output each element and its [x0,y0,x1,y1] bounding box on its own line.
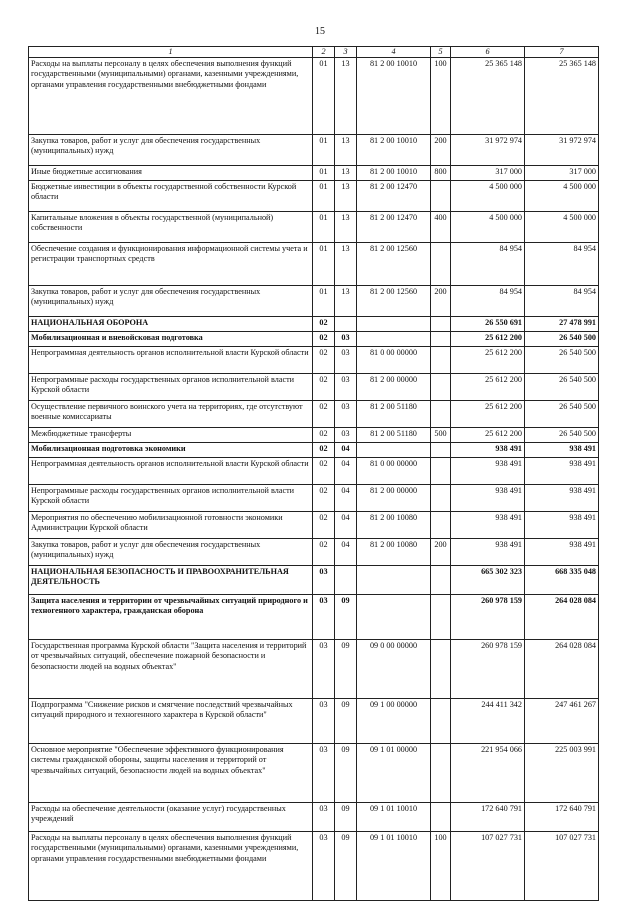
amount-year2-cell: 264 028 084 [525,640,599,699]
subsection-code-cell: 03 [335,401,357,428]
amount-year1-cell: 31 972 974 [451,135,525,166]
target-article-cell: 81 2 00 00000 [357,485,431,512]
subsection-code-cell: 03 [335,374,357,401]
amount-year1-cell: 4 500 000 [451,212,525,243]
amount-year1-cell: 172 640 791 [451,803,525,832]
amount-year1-cell: 84 954 [451,243,525,286]
row-name-cell: Основное мероприятие "Обеспечение эффективного функционирования системы гражданской обороны, защиты населения и территорий от чрезвычайных ситуаций, безопасности людей на водных объектах" [29,744,313,803]
amount-year2-cell: 26 540 500 [525,428,599,443]
table-row [29,286,599,317]
amount-year1-cell: 25 612 200 [451,428,525,443]
column-number: 2 [313,47,335,58]
row-name-cell: Закупка товаров, работ и услуг для обеспечения государственных (муниципальных) нужд [29,286,313,317]
subsection-code-cell: 04 [335,485,357,512]
table-row [29,539,599,566]
subsection-code-cell: 13 [335,286,357,317]
target-article-cell: 81 0 00 00000 [357,458,431,485]
section-code-cell: 02 [313,332,335,347]
row-name-cell: Межбюджетные трансферты [29,428,313,443]
row-name-cell: Бюджетные инвестиции в объекты государственной собственности Курской области [29,181,313,212]
amount-year2-cell: 264 028 084 [525,595,599,640]
amount-year2-cell: 225 003 991 [525,744,599,803]
amount-year2-cell: 317 000 [525,166,599,181]
table-row [29,803,599,832]
table-row [29,566,599,595]
table-row [29,595,599,640]
section-code-cell: 02 [313,428,335,443]
table-row [29,699,599,744]
table-row [29,512,599,539]
subsection-code-cell: 04 [335,512,357,539]
amount-year1-cell: 25 612 200 [451,401,525,428]
amount-year2-cell: 668 335 048 [525,566,599,595]
row-name-cell: Осуществление первичного воинского учета на территориях, где отсутствуют военные комиссариаты [29,401,313,428]
subsection-code-cell [335,317,357,332]
section-code-cell: 01 [313,212,335,243]
section-code-cell: 03 [313,640,335,699]
expense-type-cell [431,640,451,699]
subsection-code-cell: 04 [335,539,357,566]
subsection-code-cell: 03 [335,428,357,443]
row-name-cell: НАЦИОНАЛЬНАЯ БЕЗОПАСНОСТЬ И ПРАВООХРАНИТЕЛЬНАЯ ДЕЯТЕЛЬНОСТЬ [29,566,313,595]
expense-type-cell [431,332,451,347]
expense-type-cell: 200 [431,135,451,166]
section-code-cell: 01 [313,135,335,166]
target-article-cell: 81 2 00 12470 [357,212,431,243]
target-article-cell: 09 1 01 00000 [357,744,431,803]
section-code-cell: 01 [313,181,335,212]
amount-year2-cell: 84 954 [525,286,599,317]
expense-type-cell [431,347,451,374]
subsection-code-cell: 13 [335,243,357,286]
expense-type-cell [431,512,451,539]
target-article-cell: 81 2 00 51180 [357,428,431,443]
row-name-cell: Расходы на обеспечение деятельности (оказание услуг) государственных учреждений [29,803,313,832]
amount-year1-cell: 25 612 200 [451,347,525,374]
subsection-code-cell: 09 [335,595,357,640]
table-row [29,181,599,212]
target-article-cell: 81 2 00 10080 [357,539,431,566]
amount-year2-cell: 938 491 [525,458,599,485]
amount-year1-cell: 244 411 342 [451,699,525,744]
expense-type-cell [431,443,451,458]
subsection-code-cell: 09 [335,832,357,901]
table-row [29,347,599,374]
amount-year2-cell: 938 491 [525,443,599,458]
table-row [29,401,599,428]
table-row [29,332,599,347]
row-name-cell: Непрограммная деятельность органов исполнительной власти Курской области [29,347,313,374]
target-article-cell: 09 1 01 10010 [357,803,431,832]
row-name-cell: Мобилизационная и вневойсковая подготовка [29,332,313,347]
table-row [29,135,599,166]
amount-year1-cell: 938 491 [451,539,525,566]
subsection-code-cell [335,566,357,595]
section-code-cell: 02 [313,539,335,566]
column-number: 3 [335,47,357,58]
amount-year1-cell: 317 000 [451,166,525,181]
table-row [29,428,599,443]
amount-year1-cell: 938 491 [451,485,525,512]
target-article-cell: 09 1 00 00000 [357,699,431,744]
expense-type-cell: 200 [431,286,451,317]
column-number: 6 [451,47,525,58]
row-name-cell: Мобилизационная подготовка экономики [29,443,313,458]
amount-year2-cell: 938 491 [525,485,599,512]
amount-year1-cell: 4 500 000 [451,181,525,212]
subsection-code-cell: 13 [335,135,357,166]
amount-year1-cell: 25 612 200 [451,332,525,347]
row-name-cell: Мероприятия по обеспечению мобилизационной готовности экономики Администрации Курской области [29,512,313,539]
subsection-code-cell: 13 [335,181,357,212]
amount-year2-cell: 25 365 148 [525,58,599,135]
section-code-cell: 02 [313,347,335,374]
table-row [29,58,599,135]
subsection-code-cell: 03 [335,347,357,374]
amount-year1-cell: 25 612 200 [451,374,525,401]
amount-year2-cell: 26 540 500 [525,374,599,401]
row-name-cell: Капитальные вложения в объекты государственной (муниципальной) собственности [29,212,313,243]
section-code-cell: 02 [313,458,335,485]
amount-year1-cell: 107 027 731 [451,832,525,901]
subsection-code-cell: 13 [335,212,357,243]
row-name-cell: НАЦИОНАЛЬНАЯ ОБОРОНА [29,317,313,332]
section-code-cell: 01 [313,166,335,181]
section-code-cell: 01 [313,58,335,135]
amount-year2-cell: 26 540 500 [525,347,599,374]
budget-table [28,46,599,901]
amount-year1-cell: 260 978 159 [451,595,525,640]
target-article-cell: 81 0 00 00000 [357,347,431,374]
amount-year2-cell: 4 500 000 [525,181,599,212]
amount-year2-cell: 247 461 267 [525,699,599,744]
target-article-cell [357,443,431,458]
row-name-cell: Непрограммные расходы государственных органов исполнительной власти Курской области [29,485,313,512]
subsection-code-cell: 09 [335,640,357,699]
amount-year2-cell: 27 478 991 [525,317,599,332]
amount-year2-cell: 26 540 500 [525,332,599,347]
table-row [29,485,599,512]
table-row [29,374,599,401]
amount-year2-cell: 4 500 000 [525,212,599,243]
target-article-cell: 81 2 00 51180 [357,401,431,428]
amount-year1-cell: 221 954 066 [451,744,525,803]
column-number: 4 [357,47,431,58]
subsection-code-cell: 13 [335,58,357,135]
subsection-code-cell: 04 [335,458,357,485]
row-name-cell: Подпрограмма "Снижение рисков и смягчение последствий чрезвычайных ситуаций природного и техногенного характера в Курской области" [29,699,313,744]
target-article-cell: 81 2 00 12560 [357,243,431,286]
section-code-cell: 02 [313,401,335,428]
table-row [29,166,599,181]
expense-type-cell [431,458,451,485]
target-article-cell: 81 2 00 12470 [357,181,431,212]
amount-year2-cell: 938 491 [525,539,599,566]
table-row [29,317,599,332]
row-name-cell: Закупка товаров, работ и услуг для обеспечения государственных (муниципальных) нужд [29,135,313,166]
table-row [29,832,599,901]
page-number: 15 [315,26,325,37]
expense-type-cell [431,374,451,401]
section-code-cell: 02 [313,485,335,512]
table-row [29,212,599,243]
expense-type-cell: 200 [431,539,451,566]
row-name-cell: Непрограммные расходы государственных органов исполнительной власти Курской области [29,374,313,401]
amount-year1-cell: 260 978 159 [451,640,525,699]
subsection-code-cell: 09 [335,699,357,744]
amount-year1-cell: 665 302 323 [451,566,525,595]
table-row [29,243,599,286]
expense-type-cell [431,485,451,512]
target-article-cell [357,595,431,640]
section-code-cell: 03 [313,699,335,744]
target-article-cell: 81 2 00 10080 [357,512,431,539]
target-article-cell: 81 2 00 00000 [357,374,431,401]
section-code-cell: 01 [313,243,335,286]
column-number-row [29,47,599,58]
subsection-code-cell: 13 [335,166,357,181]
table-row [29,640,599,699]
amount-year2-cell: 938 491 [525,512,599,539]
amount-year2-cell: 84 954 [525,243,599,286]
amount-year1-cell: 26 550 691 [451,317,525,332]
subsection-code-cell: 03 [335,332,357,347]
amount-year1-cell: 938 491 [451,458,525,485]
expense-type-cell: 100 [431,832,451,901]
row-name-cell: Защита населения и территории от чрезвычайных ситуаций природного и техногенного характера, гражданская оборона [29,595,313,640]
expense-type-cell: 400 [431,212,451,243]
expense-type-cell [431,243,451,286]
expense-type-cell: 500 [431,428,451,443]
amount-year1-cell: 938 491 [451,512,525,539]
amount-year2-cell: 31 972 974 [525,135,599,166]
amount-year1-cell: 84 954 [451,286,525,317]
target-article-cell [357,332,431,347]
expense-type-cell [431,317,451,332]
subsection-code-cell: 09 [335,803,357,832]
column-number: 5 [431,47,451,58]
expense-type-cell [431,803,451,832]
expense-type-cell: 100 [431,58,451,135]
section-code-cell: 03 [313,566,335,595]
column-number: 7 [525,47,599,58]
row-name-cell: Обеспечение создания и функционирования информационной системы учета и регистрации транспортных средств [29,243,313,286]
row-name-cell: Расходы на выплаты персоналу в целях обеспечения выполнения функций государственными (муниципальными) органами, казенными учреждениями, органами управления государственными внебюджетными фондами [29,832,313,901]
section-code-cell: 03 [313,595,335,640]
amount-year1-cell: 938 491 [451,443,525,458]
subsection-code-cell: 04 [335,443,357,458]
target-article-cell: 09 0 00 00000 [357,640,431,699]
expense-type-cell [431,181,451,212]
section-code-cell: 03 [313,832,335,901]
target-article-cell [357,317,431,332]
amount-year2-cell: 26 540 500 [525,401,599,428]
amount-year2-cell: 107 027 731 [525,832,599,901]
target-article-cell [357,566,431,595]
row-name-cell: Закупка товаров, работ и услуг для обеспечения государственных (муниципальных) нужд [29,539,313,566]
section-code-cell: 02 [313,317,335,332]
expense-type-cell [431,401,451,428]
expense-type-cell: 800 [431,166,451,181]
row-name-cell: Расходы на выплаты персоналу в целях обеспечения выполнения функций государственными (муниципальными) органами, казенными учреждениями, органами управления государственными внебюджетными фондами [29,58,313,135]
amount-year1-cell: 25 365 148 [451,58,525,135]
row-name-cell: Непрограммная деятельность органов исполнительной власти Курской области [29,458,313,485]
section-code-cell: 02 [313,512,335,539]
section-code-cell: 03 [313,803,335,832]
section-code-cell: 01 [313,286,335,317]
target-article-cell: 81 2 00 10010 [357,166,431,181]
target-article-cell: 81 2 00 12560 [357,286,431,317]
amount-year2-cell: 172 640 791 [525,803,599,832]
section-code-cell: 02 [313,443,335,458]
expense-type-cell [431,566,451,595]
target-article-cell: 81 2 00 10010 [357,135,431,166]
column-number: 1 [29,47,313,58]
section-code-cell: 02 [313,374,335,401]
table-row [29,458,599,485]
row-name-cell: Государственная программа Курской области "Защита населения и территорий от чрезвычайных ситуаций, обеспечение пожарной безопасности и безопасности людей на водных объектах" [29,640,313,699]
table-row [29,443,599,458]
table-row [29,744,599,803]
row-name-cell: Иные бюджетные ассигнования [29,166,313,181]
expense-type-cell [431,744,451,803]
subsection-code-cell: 09 [335,744,357,803]
expense-type-cell [431,595,451,640]
section-code-cell: 03 [313,744,335,803]
target-article-cell: 09 1 01 10010 [357,832,431,901]
target-article-cell: 81 2 00 10010 [357,58,431,135]
expense-type-cell [431,699,451,744]
